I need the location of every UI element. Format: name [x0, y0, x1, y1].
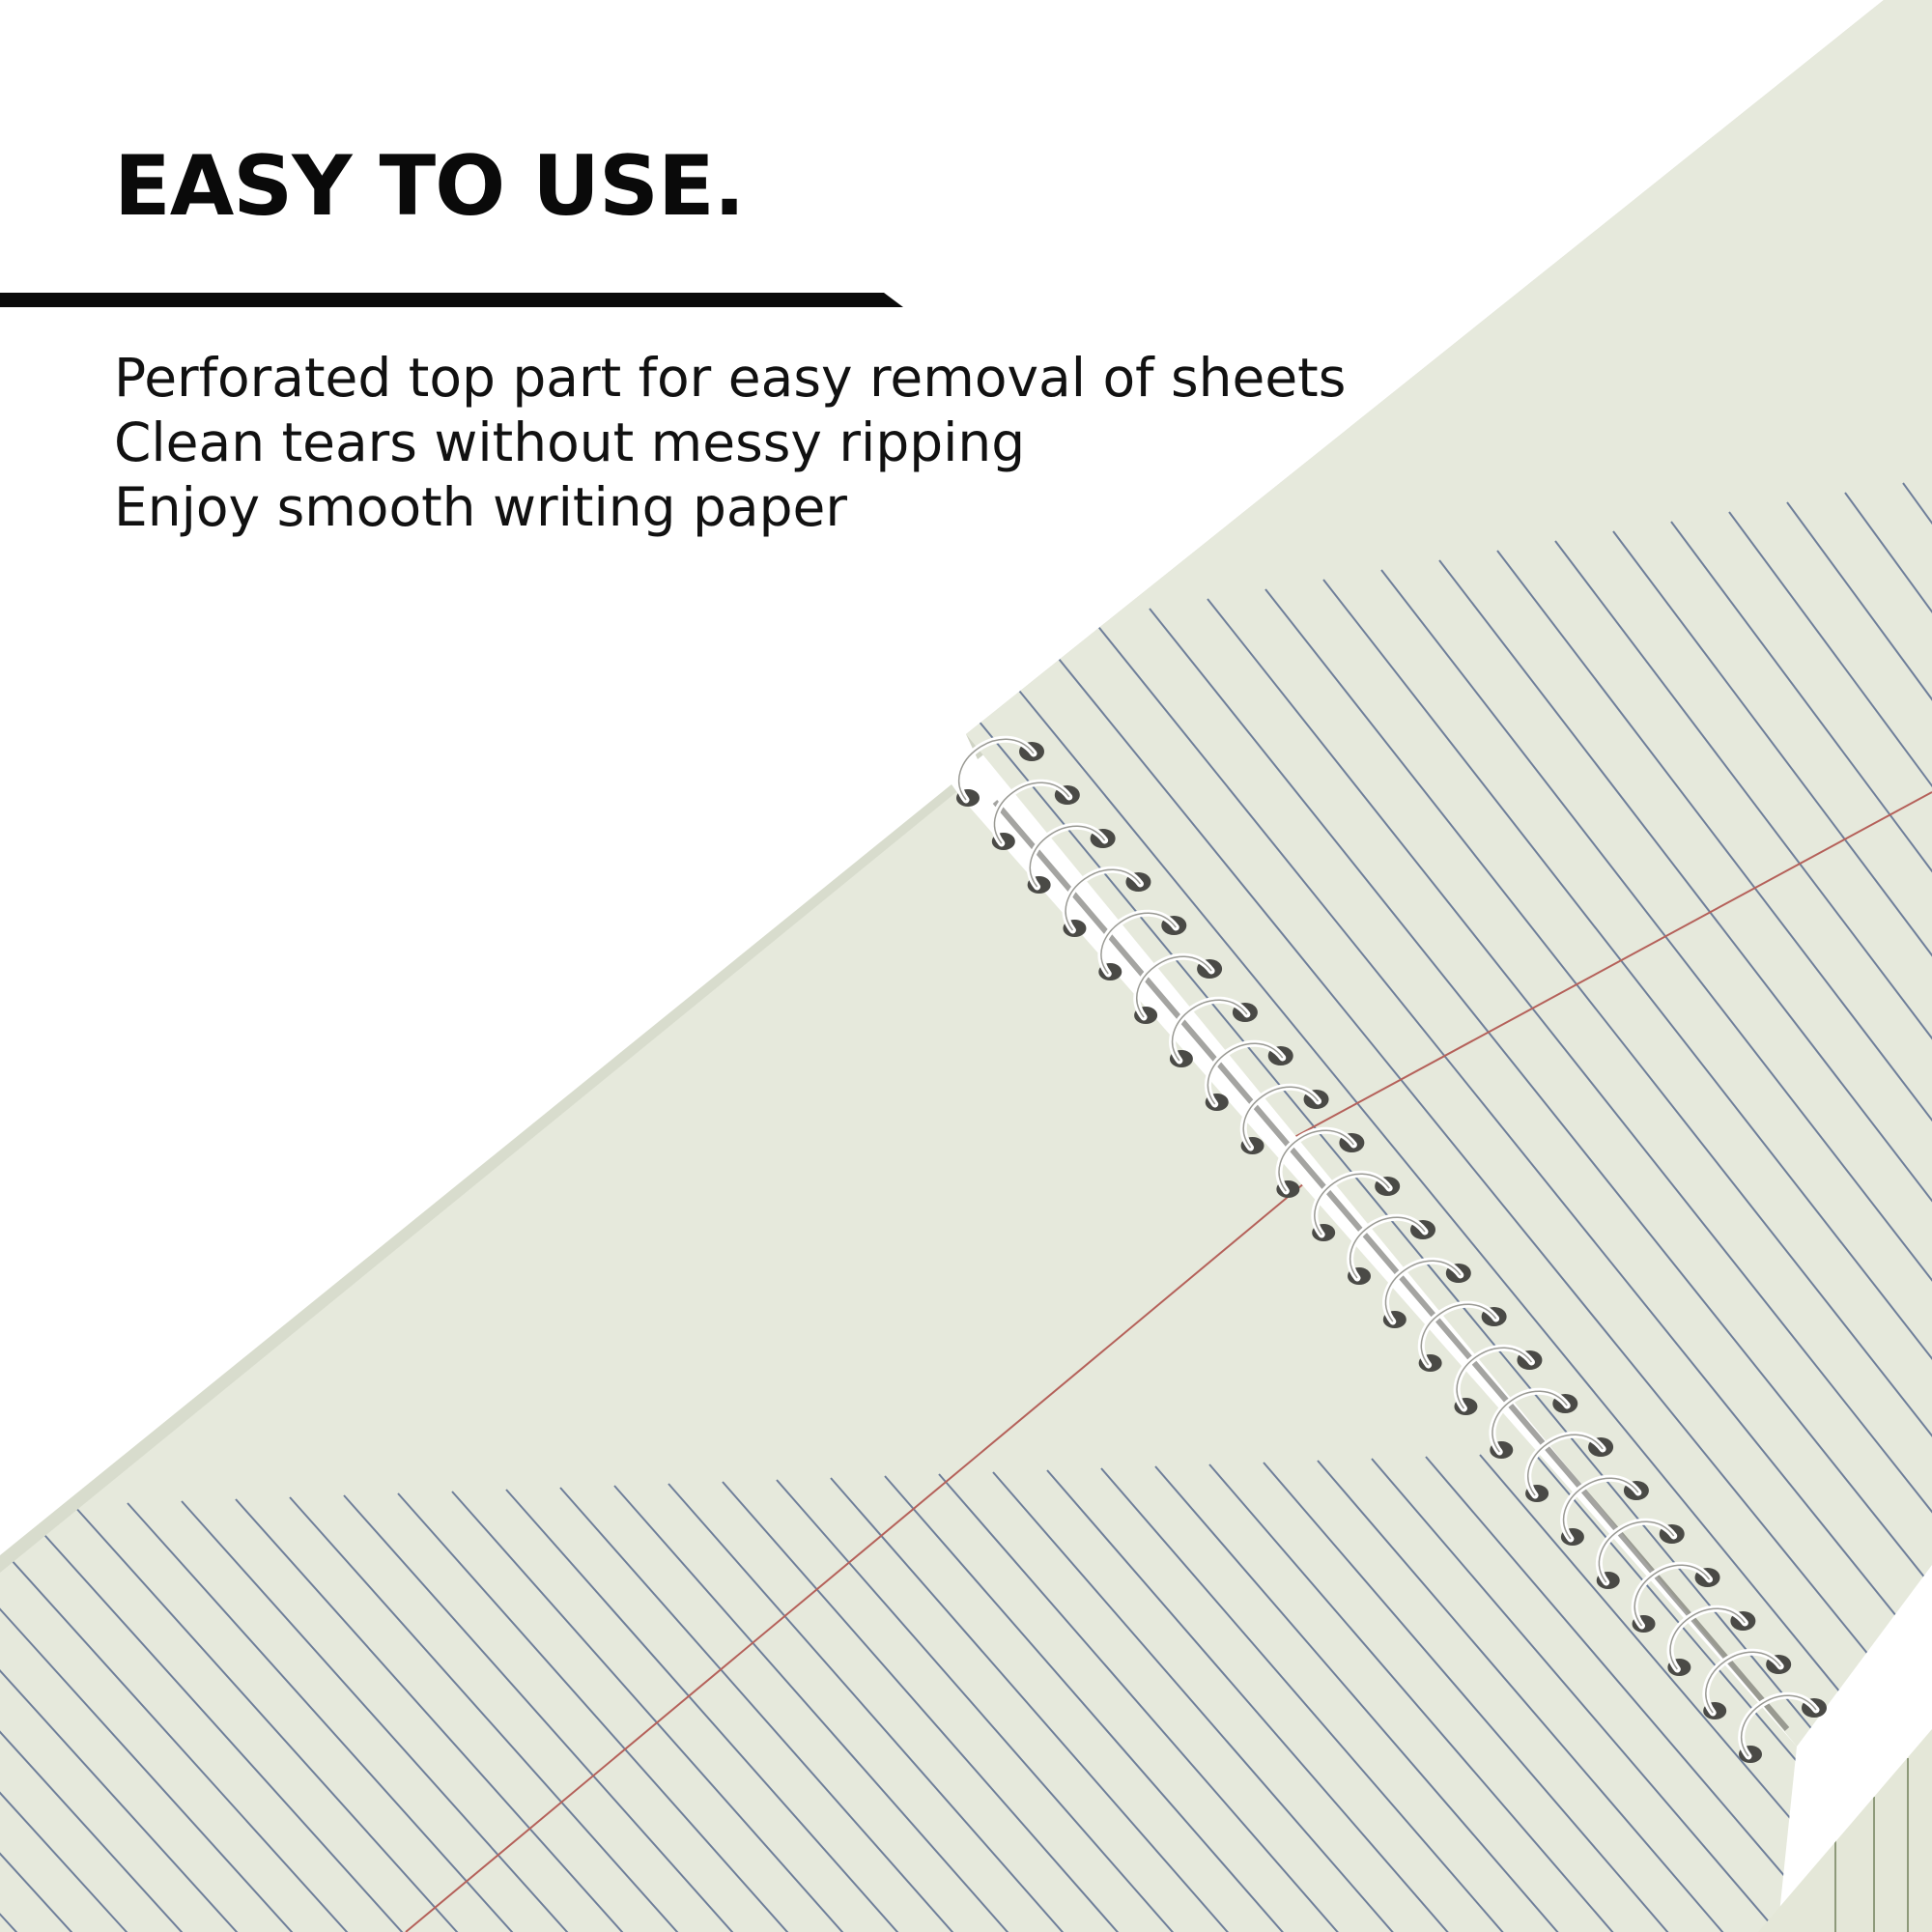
feature-item-clean-tears: Clean tears without messy ripping [114, 412, 1026, 473]
feature-list [114, 346, 1346, 540]
feature-item-perforated: Perforated top part for easy removal of sheets [114, 347, 1347, 409]
headline: EASY TO USE. [114, 138, 745, 235]
feature-item-smooth-paper: Enjoy smooth writing paper [114, 476, 847, 538]
